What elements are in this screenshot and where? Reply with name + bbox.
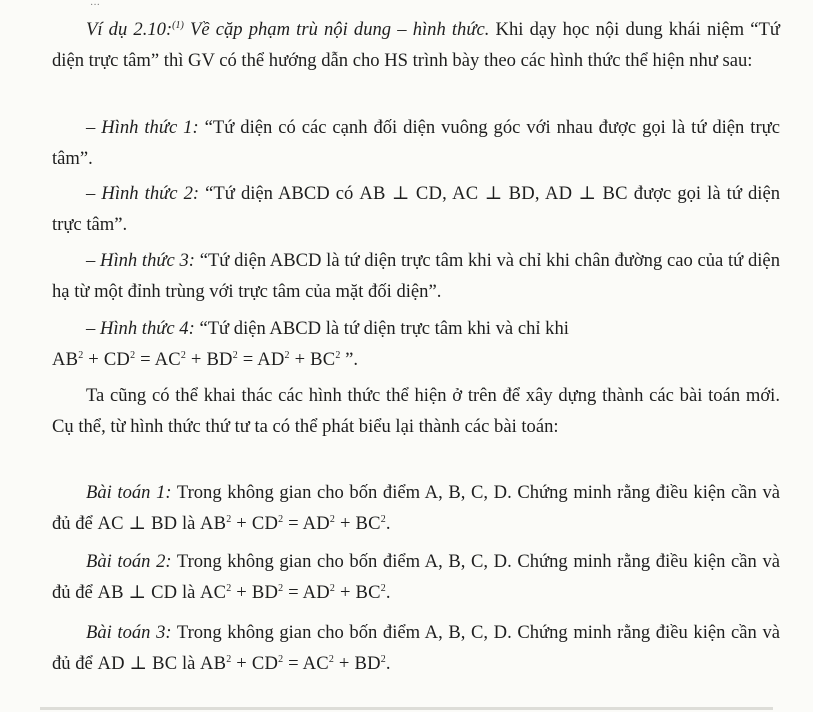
problem-1-label: Bài toán 1: — [86, 482, 172, 503]
problem-3-label: Bài toán 3: — [86, 622, 172, 643]
form-1-label: Hình thức 1: — [101, 117, 199, 138]
problem-1-end: . — [385, 513, 391, 534]
problem-2-equation: $AC^2 + BD^2 = AD^2 + BC^2$ — [200, 582, 386, 603]
problem-2-end: . — [385, 582, 391, 603]
problem-2-paragraph — [52, 546, 780, 608]
problem-3-text: Trong không gian cho bốn điểm A, B, C, D. Chứng minh rằng điều kiện cần và đủ để — [52, 622, 781, 674]
form-1-paragraph — [52, 112, 780, 174]
example-label: Ví dụ 2.10: — [86, 19, 173, 40]
form-2-paragraph — [52, 178, 780, 240]
form-3-label: Hình thức 3: — [100, 250, 195, 271]
problem-3-la: là — [177, 653, 201, 674]
form-4-paragraph — [52, 313, 780, 375]
problem-1-text: Trong không gian cho bốn điểm A, B, C, D. Chứng minh rằng điều kiện cần và đủ để — [52, 482, 781, 534]
example-paragraph — [52, 14, 780, 76]
form-2-math: AB ⊥ CD, AC ⊥ BD, AD ⊥ BC — [359, 183, 628, 204]
intro-paragraph — [52, 380, 780, 442]
problem-1-equation: $AB^2 + CD^2 = AD^2 + BC^2$ — [200, 513, 386, 534]
intro-text: Ta cũng có thể khai thác các hình thức thể hiện ở trên để xây dựng thành các bài toán mới. Cụ thể, từ hình thức thứ tư ta có thể phát biểu lại thành các bài toán: — [52, 385, 780, 437]
problem-3-end: . — [385, 653, 391, 674]
example-title: Về cặp phạm trù nội dung – hình thức. — [183, 19, 490, 40]
problem-3-condition: AD ⊥ BC — [97, 653, 178, 674]
problem-2-condition: AB ⊥ CD — [97, 582, 178, 603]
form-3-text: “Tứ diện ABCD là tứ diện trực tâm khi và chỉ khi chân đường cao của tứ diện hạ từ một đỉnh trùng với trực tâm của mặt đối diện”. — [52, 250, 780, 302]
footnote-marker: (1) — [172, 20, 184, 31]
problem-1-la: là — [177, 513, 201, 534]
form-2-dash: – — [86, 183, 102, 204]
example-text: Khi dạy học nội dung khái niệm “Tứ diện trực tâm” thì GV có thể hướng dẫn cho HS trình bày theo các hình thức thể hiện như sau: — [52, 19, 780, 71]
bottom-rule — [40, 707, 773, 710]
form-1-text: “Tứ diện có các cạnh đối diện vuông góc với nhau được gọi là tứ diện trực tâm”. — [52, 117, 780, 169]
form-4-end: ”. — [340, 349, 359, 370]
problem-1-condition: AC ⊥ BD — [97, 513, 178, 534]
form-3-dash: – — [86, 250, 101, 271]
form-4-dash: – — [86, 318, 100, 339]
problem-2-la: là — [177, 582, 201, 603]
form-4-label: Hình thức 4: — [99, 318, 195, 339]
form-4-equation: $AB^2 + CD^2 = AC^2 + BD^2 = AD^2 + BC^2$ — [52, 349, 341, 370]
problem-3-paragraph — [52, 617, 780, 679]
form-1-dash: – — [86, 117, 102, 138]
form-3-paragraph — [52, 245, 780, 307]
form-2-text-before: “Tứ diện ABCD có — [199, 183, 360, 204]
form-2-label: Hình thức 2: — [101, 183, 200, 204]
form-4-text: “Tứ diện ABCD là tứ diện trực tâm khi và chỉ khi — [194, 318, 569, 339]
header-dots: ··· — [90, 0, 100, 11]
form-2-text-after: được gọi là tứ diện trực tâm”. — [52, 183, 780, 235]
problem-1-paragraph — [52, 477, 780, 539]
problem-2-label: Bài toán 2: — [86, 551, 172, 572]
problem-2-text: Trong không gian cho bốn điểm A, B, C, D. Chứng minh rằng điều kiện cần và đủ để — [52, 551, 781, 603]
problem-3-equation: $AB^2 + CD^2 = AC^2 + BD^2$ — [200, 653, 386, 674]
